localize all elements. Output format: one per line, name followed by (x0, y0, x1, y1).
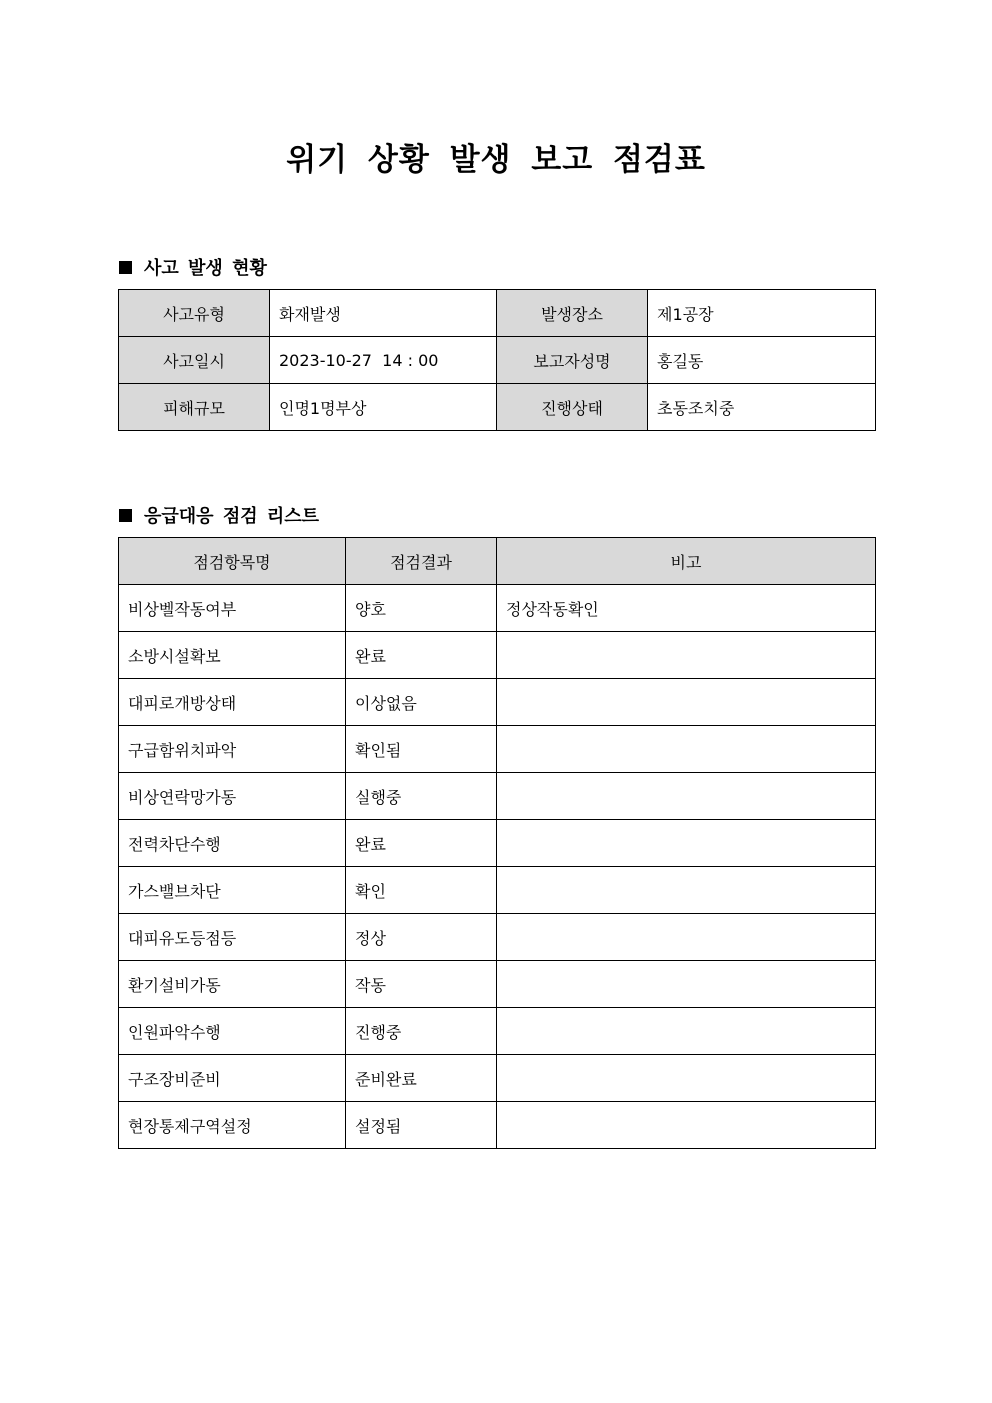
table-row (119, 961, 876, 1008)
check-item: 전력차단수행 (119, 820, 346, 867)
check-item: 비상벨작동여부 (119, 585, 346, 632)
check-item: 소방시설확보 (119, 632, 346, 679)
table-row (119, 773, 876, 820)
check-note (497, 867, 876, 914)
incident-datetime-value: 2023-10-27 14 : 00 (270, 337, 497, 384)
table-header-row (119, 538, 876, 585)
check-note (497, 1008, 876, 1055)
table-row (119, 914, 876, 961)
check-result: 확인 (346, 867, 497, 914)
section-heading-incident (119, 254, 267, 280)
check-result: 작동 (346, 961, 497, 1008)
check-result: 이상없음 (346, 679, 497, 726)
check-result: 완료 (346, 820, 497, 867)
table-row (119, 726, 876, 773)
check-item: 대피로개방상태 (119, 679, 346, 726)
black-square-icon (119, 261, 132, 274)
section-heading-label: 사고 발생 현황 (144, 258, 267, 279)
emergency-checklist-table (118, 537, 876, 1149)
damage-scale-value: 인명1명부상 (270, 384, 497, 431)
column-header-note: 비고 (497, 538, 876, 585)
check-item: 현장통제구역설정 (119, 1102, 346, 1149)
check-item: 비상연락망가동 (119, 773, 346, 820)
table-row (119, 1102, 876, 1149)
check-result: 정상 (346, 914, 497, 961)
table-row (119, 820, 876, 867)
check-result: 실행중 (346, 773, 497, 820)
table-row (119, 632, 876, 679)
check-result: 설정됨 (346, 1102, 497, 1149)
incident-datetime-label: 사고일시 (119, 337, 270, 384)
check-item: 환기설비가동 (119, 961, 346, 1008)
page-title: 위기 상황 발생 보고 점검표 (286, 142, 706, 178)
check-note (497, 820, 876, 867)
check-item: 구조장비준비 (119, 1055, 346, 1102)
table-row (119, 679, 876, 726)
check-item: 대피유도등점등 (119, 914, 346, 961)
column-header-result: 점검결과 (346, 538, 497, 585)
table-row (119, 1055, 876, 1102)
check-item: 구급함위치파악 (119, 726, 346, 773)
check-note (497, 914, 876, 961)
check-note (497, 632, 876, 679)
table-row (119, 867, 876, 914)
incident-type-label: 사고유형 (119, 290, 270, 337)
check-item: 가스밸브차단 (119, 867, 346, 914)
reporter-name-label: 보고자성명 (497, 337, 648, 384)
check-note: 정상작동확인 (497, 585, 876, 632)
check-result: 준비완료 (346, 1055, 497, 1102)
check-result: 진행중 (346, 1008, 497, 1055)
table-row (119, 384, 876, 431)
check-note (497, 1102, 876, 1149)
check-note (497, 679, 876, 726)
incident-location-value: 제1공장 (648, 290, 876, 337)
check-note (497, 1055, 876, 1102)
incident-location-label: 발생장소 (497, 290, 648, 337)
check-result: 확인됨 (346, 726, 497, 773)
table-row (119, 290, 876, 337)
black-square-icon (119, 509, 132, 522)
check-result: 완료 (346, 632, 497, 679)
check-note (497, 961, 876, 1008)
incident-type-value: 화재발생 (270, 290, 497, 337)
check-result: 양호 (346, 585, 497, 632)
check-note (497, 726, 876, 773)
check-item: 인원파악수행 (119, 1008, 346, 1055)
section-heading-checklist (119, 502, 319, 528)
reporter-name-value: 홍길동 (648, 337, 876, 384)
table-row (119, 337, 876, 384)
table-row (119, 585, 876, 632)
table-row (119, 1008, 876, 1055)
progress-status-value: 초동조치중 (648, 384, 876, 431)
damage-scale-label: 피해규모 (119, 384, 270, 431)
check-note (497, 773, 876, 820)
progress-status-label: 진행상태 (497, 384, 648, 431)
section-heading-label: 응급대응 점검 리스트 (144, 506, 320, 527)
column-header-item: 점검항목명 (119, 538, 346, 585)
incident-status-table (118, 289, 876, 431)
